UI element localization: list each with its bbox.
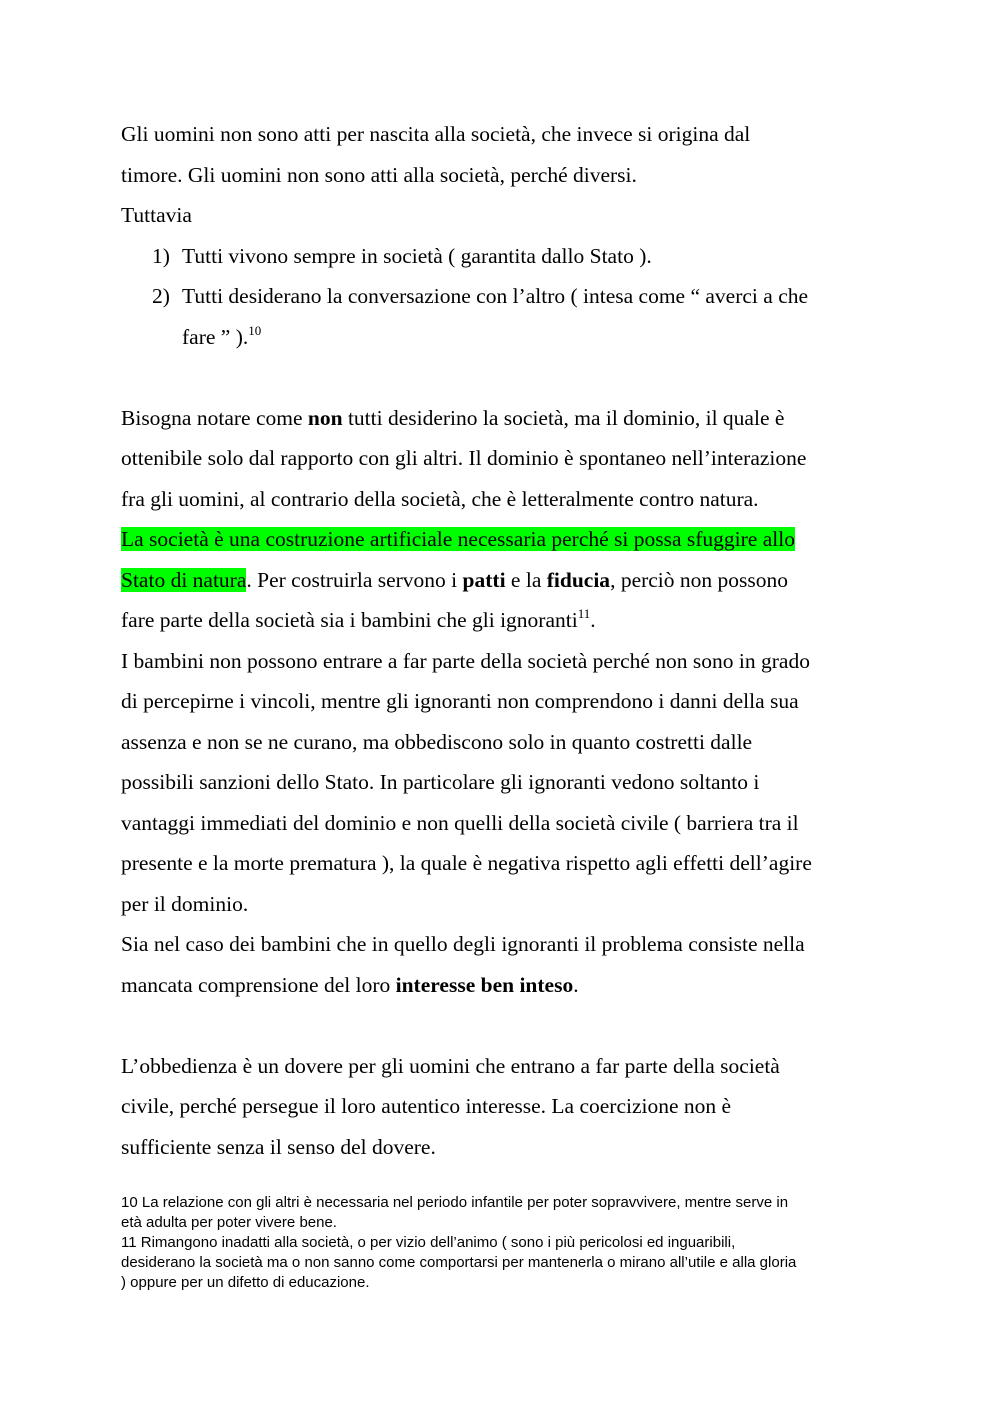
text-line: ottenibile solo dal rapporto con gli altri. Il dominio è spontaneo nell’interazione: [121, 446, 807, 470]
text-line: vantaggi immediati del dominio e non quelli della società civile ( barriera tra il: [121, 810, 799, 835]
bold-text: interesse ben inteso: [395, 972, 574, 997]
footnote-11-cont: ) oppure per un difetto di educazione.: [121, 1274, 370, 1291]
bold-text: fiducia: [546, 567, 611, 592]
footnote-ref-11: 11: [577, 606, 591, 621]
text-line: fra gli uomini, al contrario della società, che è letteralmente contro natura.: [121, 486, 759, 511]
bold-text: non: [307, 405, 343, 430]
text-run: .: [590, 608, 596, 632]
footnotes: [121, 1193, 881, 1293]
bold-text: patti: [462, 567, 506, 592]
text-run: , perciò non possono: [610, 567, 789, 592]
list-item: [121, 276, 891, 317]
paragraph-spacer: [121, 357, 891, 398]
text-run: e la: [505, 567, 547, 592]
list-item-text: Tutti desiderano la conversazione con l’altro ( intesa come “ averci a che: [182, 284, 809, 308]
text-line: [121, 560, 891, 601]
text-line: di percepirne i vincoli, mentre gli ignoranti non comprendono i danni della sua: [121, 689, 799, 713]
text-run: .: [573, 972, 579, 997]
text-line: [121, 519, 891, 560]
list-item-text: Tutti vivono sempre in società ( garantita dallo Stato ).: [182, 243, 652, 268]
text-line: [121, 965, 891, 1006]
body-text: [121, 114, 891, 1167]
text-run: . Per costruirla servono i: [246, 567, 463, 592]
text-line: [121, 398, 891, 439]
highlighted-text: La società è una costruzione artificiale necessaria perché si possa sfuggire allo: [121, 527, 795, 551]
list-item: [121, 236, 891, 277]
list-number: 1): [152, 243, 170, 268]
paragraph-spacer: [121, 1005, 891, 1046]
text-line: [121, 600, 891, 641]
text-run: mancata comprensione del loro: [121, 972, 396, 997]
text-line: assenza e non se ne curano, ma obbediscono solo in quanto costretti dalle: [121, 729, 753, 754]
footnote-ref-10: 10: [248, 322, 262, 338]
highlighted-text: Stato di natura: [121, 567, 247, 592]
text-line: presente e la morte prematura ), la quale è negativa rispetto agli effetti dell’agire: [121, 851, 812, 875]
text-line: per il dominio.: [121, 891, 249, 916]
list-item-continuation: [121, 317, 891, 358]
text-line: Gli uomini non sono atti per nascita alla società, che invece si origina dal: [121, 122, 751, 146]
text-run: tutti desiderino la società, ma il dominio, il quale è: [342, 405, 785, 430]
text-run: fare parte della società sia i bambini che gli ignoranti: [121, 608, 578, 632]
text-line: Tuttavia: [121, 203, 192, 227]
footnote-10: 10 La relazione con gli altri è necessaria nel periodo infantile per poter sopravvivere, mentre serve in: [121, 1194, 789, 1211]
text-line: possibili sanzioni dello Stato. In particolare gli ignoranti vedono soltanto i: [121, 770, 760, 794]
list-number: 2): [152, 284, 170, 308]
list-item-text: fare ” ).: [182, 324, 249, 349]
text-run: Bisogna notare come: [121, 405, 308, 430]
text-line: Sia nel caso dei bambini che in quello degli ignoranti il problema consiste nella: [121, 932, 805, 956]
text-line: timore. Gli uomini non sono atti alla società, perché diversi.: [121, 162, 637, 187]
text-line: civile, perché persegue il loro autentico interesse. La coercizione non è: [121, 1094, 732, 1118]
text-line: sufficiente senza il senso del dovere.: [121, 1134, 436, 1159]
footnote-10-cont: età adulta per poter vivere bene.: [121, 1214, 337, 1231]
footnote-11: 11 Rimangono inadatti alla società, o per vizio dell’animo ( sono i più pericolosi ed inguaribili,: [121, 1234, 736, 1251]
text-line: I bambini non possono entrare a far parte della società perché non sono in grado: [121, 648, 810, 673]
text-line: L’obbedienza è un dovere per gli uomini che entrano a far parte della società: [121, 1053, 780, 1078]
footnote-11-cont: desiderano la società ma o non sanno come comportarsi per mantenerla o mirano all’utile e alla gloria: [121, 1254, 797, 1271]
